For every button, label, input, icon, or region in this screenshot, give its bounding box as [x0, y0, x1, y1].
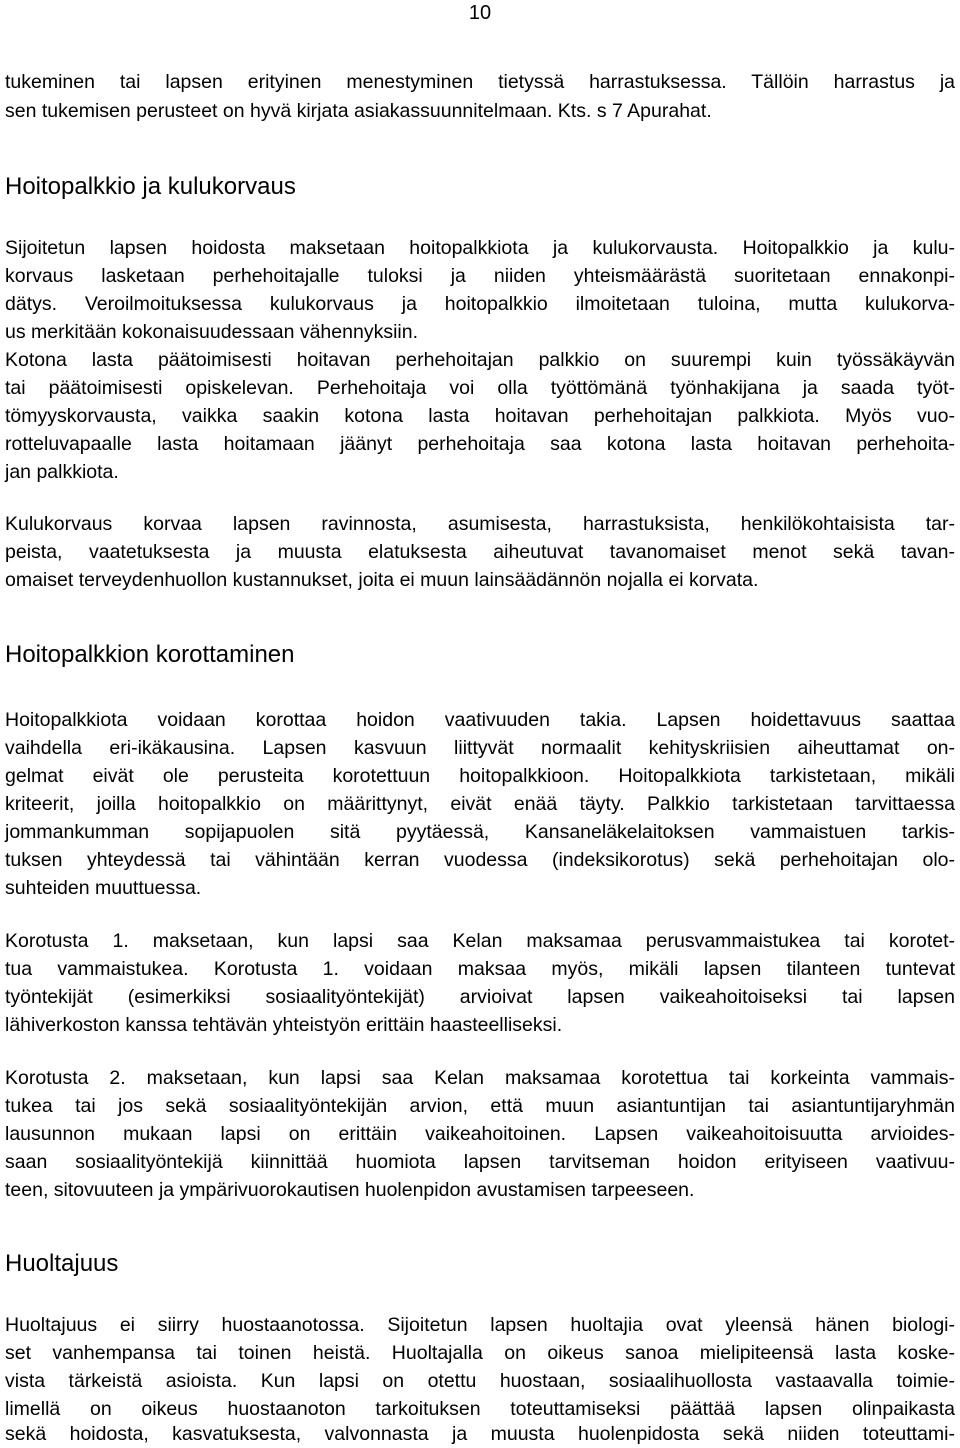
- text-line: työntekijät (esimerkiksi sosiaalityöntekijät) arvioivat lapsen vaikeahoitoiseksi tai lapsen: [5, 986, 955, 1008]
- section-heading: Hoitopalkkion korottaminen: [5, 641, 295, 668]
- text-line: kriteerit, joilla hoitopalkkio on määrittynyt, eivät enää täyty. Palkkio tarkistetaan tarvittaessa: [5, 793, 955, 815]
- text-line: tai päätoimisesti opiskelevan. Perhehoitaja voi olla työttömänä työnhakijana ja saada työt-: [5, 377, 955, 399]
- text-line: jan palkkiota.: [5, 461, 119, 483]
- text-line: vista tärkeistä asioista. Kun lapsi on otettu huostaan, sosiaalihuollosta vastaavalla toimie-: [5, 1370, 955, 1392]
- text-line: tua vammaistukea. Korotusta 1. voidaan maksaa myös, mikäli lapsen tilanteen tuntevat: [5, 958, 955, 980]
- section-heading: Huoltajuus: [5, 1250, 119, 1277]
- text-line: set vanhempansa tai toinen heistä. Huoltajalla on oikeus sanoa mielipiteensä lasta koske-: [5, 1342, 955, 1364]
- text-line: saan sosiaalityöntekijä kiinnittää huomiota lapsen tarvitseman hoidon erityiseen vaativuu-: [5, 1151, 955, 1173]
- text-line: sekä hoidosta, kasvatuksesta, valvonnasta ja muusta huolenpidosta sekä niiden toteuttami-: [5, 1423, 955, 1445]
- section-heading: Hoitopalkkio ja kulukorvaus: [5, 173, 296, 200]
- text-line: Huoltajuus ei siirry huostaanotossa. Sijoitetun lapsen huoltajia ovat yleensä hänen biologi-: [5, 1314, 955, 1336]
- text-line: Korotusta 1. maksetaan, kun lapsi saa Kelan maksamaa perusvammaistukea tai korotet-: [5, 930, 955, 952]
- text-line: peista, vaatetuksesta ja muusta elatuksesta aiheutuvat tavanomaiset menot sekä tavan-: [5, 541, 955, 563]
- text-line: sen tukemisen perusteet on hyvä kirjata asiakassuunnitelmaan. Kts. s 7 Apurahat.: [5, 100, 712, 122]
- text-line: Hoitopalkkiota voidaan korottaa hoidon vaativuuden takia. Lapsen hoidettavuus saattaa: [5, 709, 955, 731]
- text-line: tukea tai jos sekä sosiaalityöntekijän arvion, että muun asiantuntijan tai asiantuntijaryhmän: [5, 1095, 955, 1117]
- text-line: lausunnon mukaan lapsi on erittäin vaikeahoitoinen. Lapsen vaikeahoitoisuutta arvioides-: [5, 1123, 955, 1145]
- text-line: rotteluvapaalle lasta hoitamaan jäänyt perhehoitaja saa kotona lasta hoitavan perhehoita-: [5, 433, 955, 455]
- text-line: teen, sitovuuteen ja ympärivuorokautisen huolenpidon avustamisen tarpeeseen.: [5, 1179, 695, 1201]
- text-line: suhteiden muuttuessa.: [5, 877, 202, 899]
- text-line: lähiverkoston kanssa tehtävän yhteistyön erittäin haasteelliseksi.: [5, 1014, 563, 1036]
- text-line: Kotona lasta päätoimisesti hoitavan perhehoitajan palkkio on suurempi kuin työssäkäyvän: [5, 349, 955, 371]
- text-line: us merkitään kokonaisuudessaan vähennyksiin.: [5, 321, 418, 343]
- text-line: limellä on oikeus huostaanoton tarkoituksen toteuttamiseksi päättää lapsen olinpaikasta: [5, 1398, 955, 1420]
- text-line: tömyyskorvausta, vaikka saakin kotona lasta hoitavan perhehoitajan palkkiota. Myös vuo-: [5, 405, 955, 427]
- text-line: dätys. Veroilmoituksessa kulukorvaus ja hoitopalkkio ilmoitetaan tuloina, mutta kulukorva-: [5, 293, 955, 315]
- text-line: korvaus lasketaan perhehoitajalle tuloksi ja niiden yhteismäärästä suoritetaan ennakonpi-: [5, 265, 955, 287]
- text-line: Korotusta 2. maksetaan, kun lapsi saa Kelan maksamaa korotettua tai korkeinta vammais-: [5, 1067, 955, 1089]
- text-line: Kulukorvaus korvaa lapsen ravinnosta, asumisesta, harrastuksista, henkilökohtaisista tar-: [5, 513, 955, 535]
- text-line: jommankumman sopijapuolen sitä pyytäessä, Kansaneläkelaitoksen vammaistuen tarkis-: [5, 821, 955, 843]
- page-number: 10: [468, 2, 492, 24]
- text-line: gelmat eivät ole perusteita korotettuun hoitopalkkioon. Hoitopalkkiota tarkistetaan, mikäli: [5, 765, 955, 787]
- text-line: tuksen yhteydessä tai vähintään kerran vuodessa (indeksikorotus) sekä perhehoitajan olo-: [5, 849, 955, 871]
- text-line: tukeminen tai lapsen erityinen menestyminen tietyssä harrastuksessa. Tällöin harrastus ja: [5, 71, 955, 93]
- text-line: vaihdella eri-ikäkausina. Lapsen kasvuun liittyvät normaalit kehityskriisien aiheuttamat on-: [5, 737, 955, 759]
- text-line: Sijoitetun lapsen hoidosta maksetaan hoitopalkkiota ja kulukorvausta. Hoitopalkkio ja kulu-: [5, 237, 955, 259]
- text-line: omaiset terveydenhuollon kustannukset, joita ei muun lainsäädännön nojalla ei korvata.: [5, 569, 759, 591]
